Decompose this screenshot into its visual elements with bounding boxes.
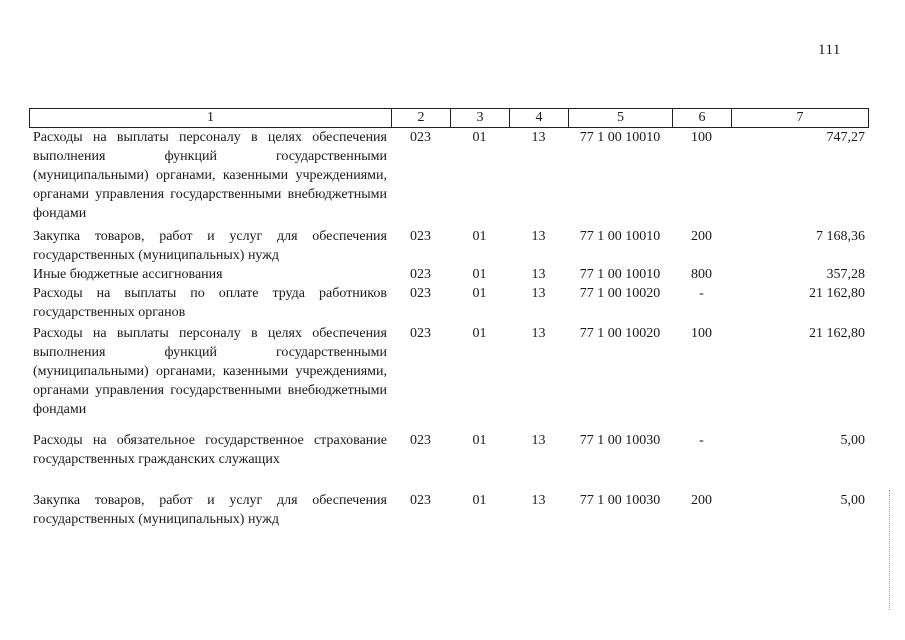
page-number: 111 (818, 42, 841, 58)
scan-edge-artifact (889, 490, 890, 610)
code-col-2: 023 (410, 493, 431, 508)
code-col-6: 100 (691, 130, 712, 145)
code-col-2: 023 (410, 433, 431, 448)
code-col-3: 01 (472, 433, 487, 448)
code-col-6: - (699, 433, 704, 448)
header-col-4: 4 (510, 109, 569, 127)
table-row (29, 324, 869, 419)
code-col-3: 01 (472, 229, 487, 244)
code-col-6: 200 (691, 229, 712, 244)
row-spacer (29, 469, 869, 491)
amount: 747,27 (826, 130, 865, 145)
expense-name: Расходы на выплаты персоналу в целях обеспечения выполнения функций государственными (муниципальными) органами, казенными учреждениями, органами управления государственными внебюджетными фондами (33, 326, 387, 417)
amount: 5,00 (840, 433, 865, 448)
code-col-3: 01 (472, 493, 487, 508)
code-col-2: 023 (410, 326, 431, 341)
amount: 7 168,36 (816, 229, 865, 244)
header-col-1: 1 (30, 109, 392, 127)
amount: 357,28 (826, 267, 865, 282)
code-col-5: 77 1 00 10010 (579, 267, 661, 282)
header-col-5: 5 (569, 109, 673, 127)
code-col-4: 13 (531, 433, 546, 448)
code-col-5: 77 1 00 10030 (579, 433, 661, 448)
expense-name: Закупка товаров, работ и услуг для обеспечения государственных (муниципальных) нужд (33, 229, 387, 263)
header-col-2: 2 (392, 109, 451, 127)
code-col-4: 13 (531, 326, 546, 341)
expense-name: Иные бюджетные ассигнования (33, 267, 223, 282)
amount: 21 162,80 (809, 326, 865, 341)
expense-name: Расходы на выплаты по оплате труда работников государственных органов (33, 286, 387, 320)
code-col-4: 13 (531, 493, 546, 508)
table-header-row (29, 108, 869, 128)
code-col-2: 023 (410, 267, 431, 282)
code-col-4: 13 (531, 286, 546, 301)
code-col-5: 77 1 00 10020 (579, 286, 661, 301)
code-col-5: 77 1 00 10030 (579, 493, 661, 508)
header-col-3: 3 (451, 109, 510, 127)
code-col-2: 023 (410, 229, 431, 244)
code-col-3: 01 (472, 267, 487, 282)
code-col-5: 77 1 00 10010 (579, 229, 661, 244)
code-col-3: 01 (472, 130, 487, 145)
code-col-4: 13 (531, 267, 546, 282)
header-col-7: 7 (796, 110, 804, 125)
table-row (29, 128, 869, 223)
table-body (29, 128, 869, 529)
code-col-6: 200 (691, 493, 712, 508)
table-row (29, 431, 869, 469)
table-row (29, 227, 869, 265)
code-col-5: 77 1 00 10010 (579, 130, 661, 145)
code-col-3: 01 (472, 326, 487, 341)
table-row (29, 265, 869, 284)
table-row (29, 284, 869, 322)
code-col-6: 800 (691, 267, 712, 282)
code-col-6: 100 (691, 326, 712, 341)
expense-name: Расходы на обязательное государственное страхование государственных гражданских служащих (33, 433, 387, 467)
expense-name: Закупка товаров, работ и услуг для обеспечения государственных (муниципальных) нужд (33, 493, 387, 527)
code-col-4: 13 (531, 130, 546, 145)
code-col-2: 023 (410, 286, 431, 301)
code-col-2: 023 (410, 130, 431, 145)
code-col-5: 77 1 00 10020 (579, 326, 661, 341)
table-row (29, 491, 869, 529)
code-col-3: 01 (472, 286, 487, 301)
code-col-6: - (699, 286, 704, 301)
header-col-6: 6 (673, 109, 732, 127)
amount: 5,00 (840, 493, 865, 508)
code-col-4: 13 (531, 229, 546, 244)
row-spacer (29, 419, 869, 431)
amount: 21 162,80 (809, 286, 865, 301)
expense-name: Расходы на выплаты персоналу в целях обеспечения выполнения функций государственными (муниципальными) органами, казенными учреждениями, органами управления государственными внебюджетными фондами (33, 130, 387, 221)
